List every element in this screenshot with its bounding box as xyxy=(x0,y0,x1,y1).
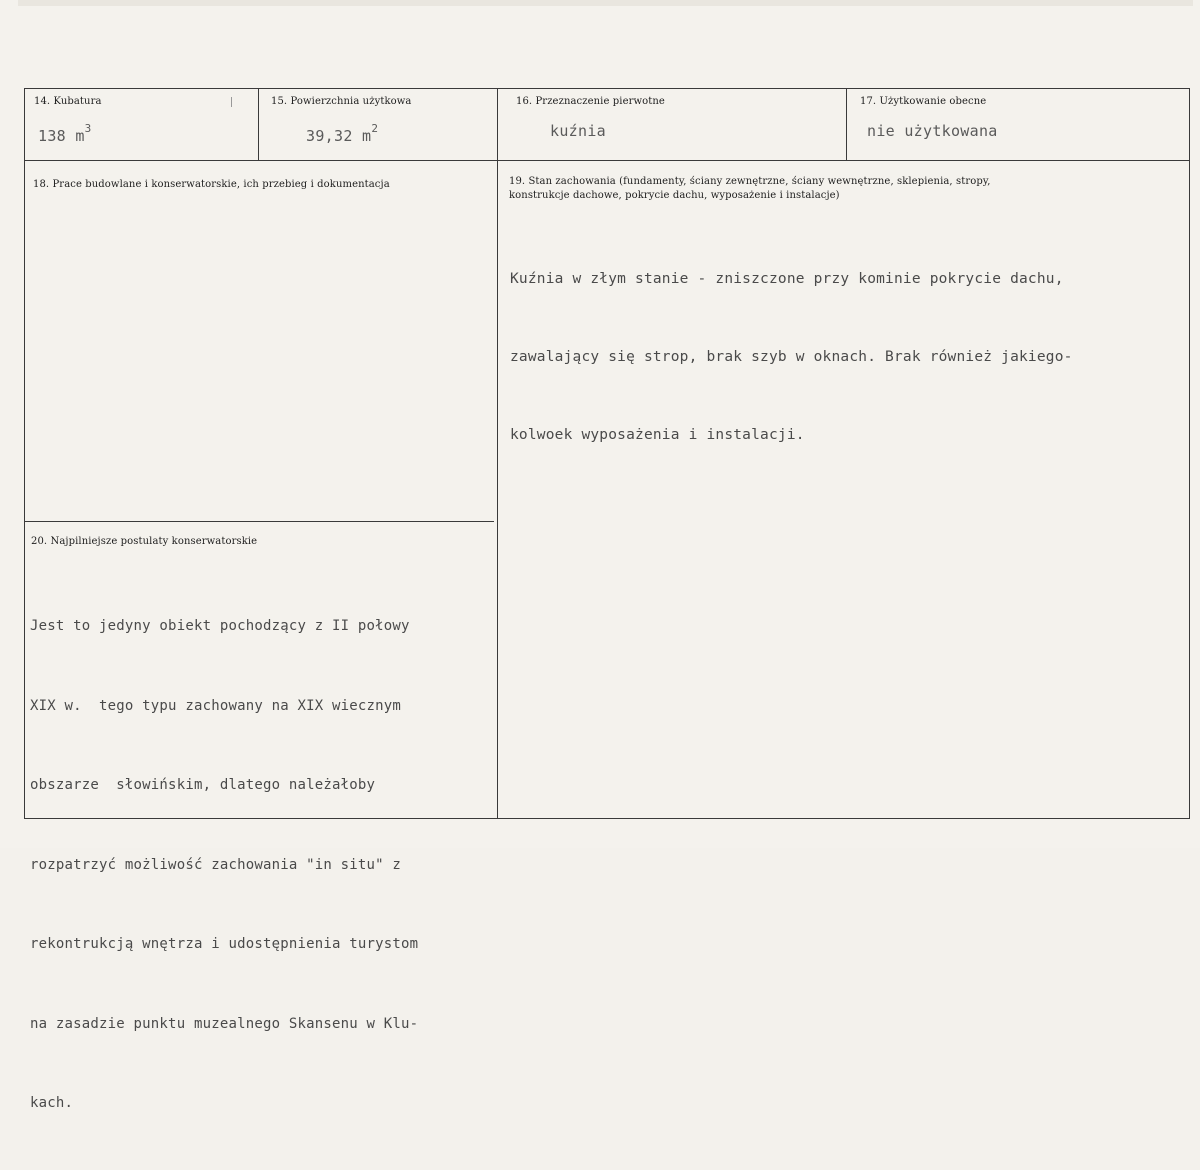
field-19-line: kolwoek wyposażenia i instalacji. xyxy=(510,427,805,443)
field-16-label: 16. Przeznaczenie pierwotne xyxy=(516,96,665,107)
field-14-value: 138 $m^3$ xyxy=(38,122,92,145)
field-18-label: 18. Prace budowlane i konserwatorskie, ich przebieg i dokumentacja xyxy=(33,179,390,190)
field-20-line: na zasadzie punktu muzealnego Skansenu w Klu- xyxy=(30,1015,419,1032)
field-20-line: rozpatrzyć możliwość zachowania "in situ" z xyxy=(30,856,402,873)
row-top-border xyxy=(24,88,1190,89)
field-19-line: Kuźnia w złym stanie - zniszczone przy kominie pokrycie dachu, xyxy=(510,271,1064,287)
row-divider xyxy=(24,160,1190,161)
field-19-line: zawalający się strop, brak szyb w oknach. Brak również jakiego- xyxy=(510,349,1073,365)
field-20-line: kach. xyxy=(30,1095,74,1111)
field-19-text xyxy=(510,214,1073,500)
field-20-line: Jest to jedyny obiekt pochodzący z II połowy xyxy=(30,618,410,634)
field-17-label: 17. Użytkowanie obecne xyxy=(860,96,987,107)
field-19-label-line2: konstrukcje dachowe, pokrycie dachu, wyposażenie i instalacje) xyxy=(509,190,840,201)
card-right-border xyxy=(1189,88,1190,819)
col-divider-1 xyxy=(258,88,259,160)
col-divider-2 xyxy=(497,88,498,819)
field-14-label: 14. Kubatura xyxy=(34,96,102,107)
card-left-border xyxy=(24,88,25,819)
card-top-edge xyxy=(18,0,1193,6)
field-15-value: 39,32 $m^2$ xyxy=(306,122,379,145)
section-20-top-border xyxy=(24,521,494,522)
field-20-line: XIX w. tego typu zachowany na XIX wiecznym xyxy=(30,697,402,714)
ruler-tick xyxy=(231,97,232,107)
field-16-value: kuźnia xyxy=(550,122,606,140)
field-20-line: rekontrukcją wnętrza i udostępnienia turystom xyxy=(30,936,419,952)
col-divider-3 xyxy=(846,88,847,160)
field-20-label: 20. Najpilniejsze postulaty konserwatorskie xyxy=(31,536,258,547)
field-20-text xyxy=(30,560,418,1170)
field-15-label: 15. Powierzchnia użytkowa xyxy=(271,96,412,107)
field-19-label-line1: 19. Stan zachowania (fundamenty, ściany zewnętrzne, ściany wewnętrzne, sklepienia, stropy, xyxy=(509,176,991,187)
field-20-line: obszarze słowińskim, dlatego należałoby xyxy=(30,777,376,793)
field-17-value: nie użytkowana xyxy=(867,122,998,140)
